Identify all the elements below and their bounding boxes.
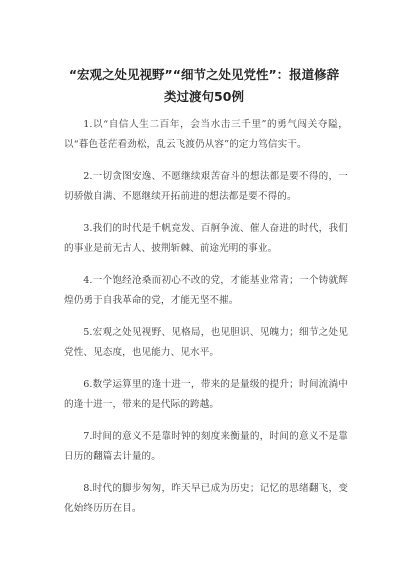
- paragraph: 5.宏观之处见视野、见格局，也见胆识、见魄力；细节之处见党性、见态度，也见能力、见水平。: [64, 327, 348, 358]
- paragraph: 3.我们的时代是千帆竞发、百舸争流、催人奋进的时代，我们的事业是前无古人、披荆斩棘、前途光明的事业。: [64, 223, 348, 254]
- paragraph: 2.一切贪图安逸、不愿继续艰苦奋斗的想法都是要不得的，一切骄傲自满、不愿继续开拓前进的想法都是要不得的。: [64, 171, 348, 202]
- paragraph-list: [64, 115, 348, 531]
- paragraph: 7.时间的意义不是靠时钟的刻度来衡量的，时间的意义不是靠日历的翻篇去计量的。: [64, 431, 348, 462]
- paragraph: 6.数学运算里的逢十进一，带来的是量级的提升；时间流淌中的逢十进一，带来的是代际的跨越。: [64, 379, 348, 410]
- document-title: “宏观之处见视野”“细节之处见党性”：报道修辞类过渡句50例: [68, 67, 340, 104]
- paragraph: 1.以“自信人生二百年，会当水击三千里”的勇气闯关夺隘，以“暮色苍茫看劲松，乱云飞渡仍从容”的定力笃信实干。: [64, 119, 348, 150]
- paragraph: 4.一个饱经沧桑而初心不改的党，才能基业常青；一个铸就辉煌仍勇于自我革命的党，才能无坚不摧。: [64, 275, 348, 306]
- paragraph: 8.时代的脚步匆匆，昨天早已成为历史；记忆的思绪翻飞，变化始终历历在目。: [64, 483, 348, 514]
